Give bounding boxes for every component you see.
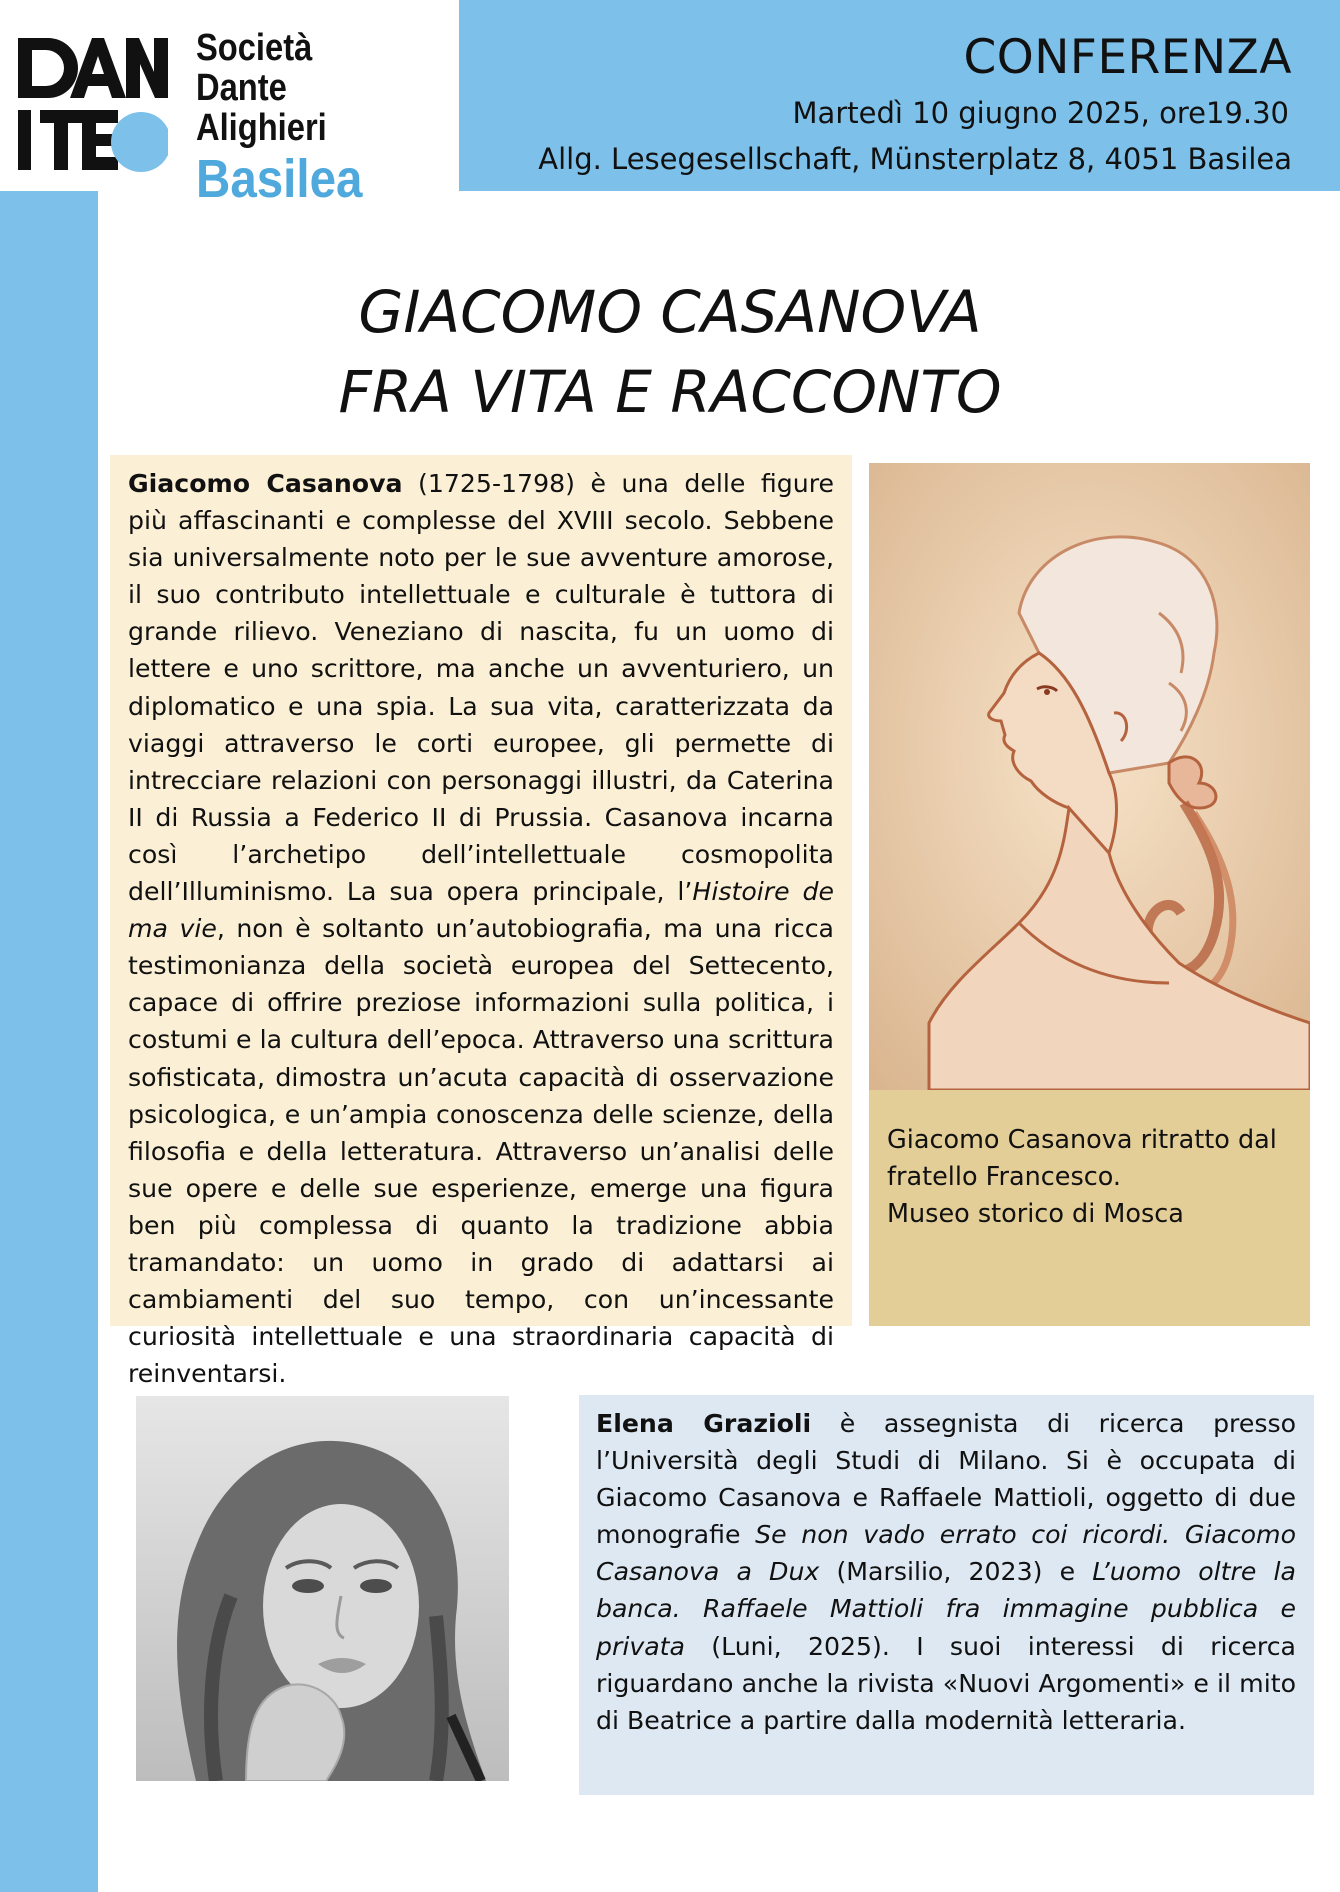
- left-accent-bar: [0, 0, 98, 1892]
- speaker-photo-illustration: [136, 1396, 509, 1781]
- logo-text-line3: Basilea: [196, 149, 363, 209]
- caption-line1: Giacomo Casanova ritratto dal: [887, 1125, 1277, 1155]
- logo-text-line2: Dante Alighieri: [196, 67, 327, 149]
- bio-work-title: Histoire de ma vie: [128, 877, 834, 944]
- speaker-text-part2: (Marsilio, 2023) e: [819, 1557, 1093, 1587]
- speaker-text-part1: è assegnista di ricerca presso l’Università degli Studi di Milano. Si è occupata di Giacomo Casanova e Raffaele Mattioli, oggetto di due monografie: [596, 1409, 1297, 1550]
- casanova-bio-box: [110, 455, 852, 1389]
- speaker-name: Elena Grazioli: [596, 1409, 812, 1438]
- speaker-bio-box: [579, 1395, 1314, 1795]
- logo-text-line1: Società: [196, 27, 313, 69]
- title-line2: FRA VITA E RACCONTO: [338, 358, 1002, 426]
- portrait-illustration: [869, 463, 1310, 1090]
- speaker-text-part3: (Luni, 2025). I suoi interessi di ricerca riguardano anche la rivista «Nuovi Argomenti» e il mito di Beatrice a partire dalla modernità letteraria.: [596, 1631, 1296, 1735]
- casanova-portrait: [869, 463, 1310, 1090]
- dante-logo-mark: [18, 38, 168, 178]
- title-line1: GIACOMO CASANOVA: [358, 278, 982, 346]
- caption-line2: fratello Francesco.: [887, 1162, 1122, 1192]
- casanova-name: Giacomo Casanova: [128, 469, 403, 498]
- logo: [0, 0, 459, 209]
- speaker-bio-text: [596, 1405, 1296, 1739]
- event-venue: Allg. Lesegesellschaft, Münsterplatz 8, 4051 Basilea: [538, 142, 1292, 176]
- event-date: Martedì 10 giugno 2025, ore19.30: [792, 96, 1289, 130]
- casanova-bio-text: [128, 465, 834, 1392]
- caption-line3: Museo storico di Mosca: [887, 1199, 1184, 1229]
- portrait-caption: [869, 1090, 1310, 1326]
- bio-text-part2: , non è soltanto un’autobiografia, ma una ricca testimonianza della società europea del Settecento, capace di offrire preziose informazioni sulla politica, i costumi e la cultura dell’epoca. Attraverso una scrittura sofisticata, dimostra un’acuta capacità di osservazione psicologica, e un’ampia conoscenza delle scienze, della filosofia e della letteratura. Attraverso un’analisi delle sue opere e delle sue esperienze, emerge una figura ben più complessa di quanto la tradizione abbia tramandato: un uomo in grado di adattarsi ai cambiamenti del suo tempo, con un’incessante curiosità intellettuale e una straordinaria capacità di reinventarsi.: [128, 914, 834, 1389]
- event-type: CONFERENZA: [963, 30, 1292, 85]
- speaker-book1: Se non vado errato coi ricordi. Giacomo Casanova a Dux: [596, 1520, 1297, 1587]
- speaker-photo: [136, 1396, 509, 1781]
- bio-text-part1: (1725-1798) è una delle figure più affascinanti e complesse del XVIII secolo. Sebbene sia universalmente noto per le sue avventure amorose, il suo contributo intellettuale e culturale è tuttora di grande rilievo. Veneziano di nascita, fu un uomo di lettere e uno scrittore, ma anche un avventuriero, un diplomatico e una spia. La sua vita, caratterizzata da viaggi attraverso le corti europee, gli permette di intrecciare relazioni con personaggi illustri, da Caterina II di Russia a Federico II di Prussia. Casanova incarna così l’archetipo dell’intellettuale cosmopolita dell’Illuminismo. La sua opera principale, l’: [128, 469, 834, 907]
- page-title: [100, 272, 1240, 432]
- speaker-book2: L’uomo oltre la banca. Raffaele Mattioli fra immagine pubblica e privata: [596, 1557, 1296, 1661]
